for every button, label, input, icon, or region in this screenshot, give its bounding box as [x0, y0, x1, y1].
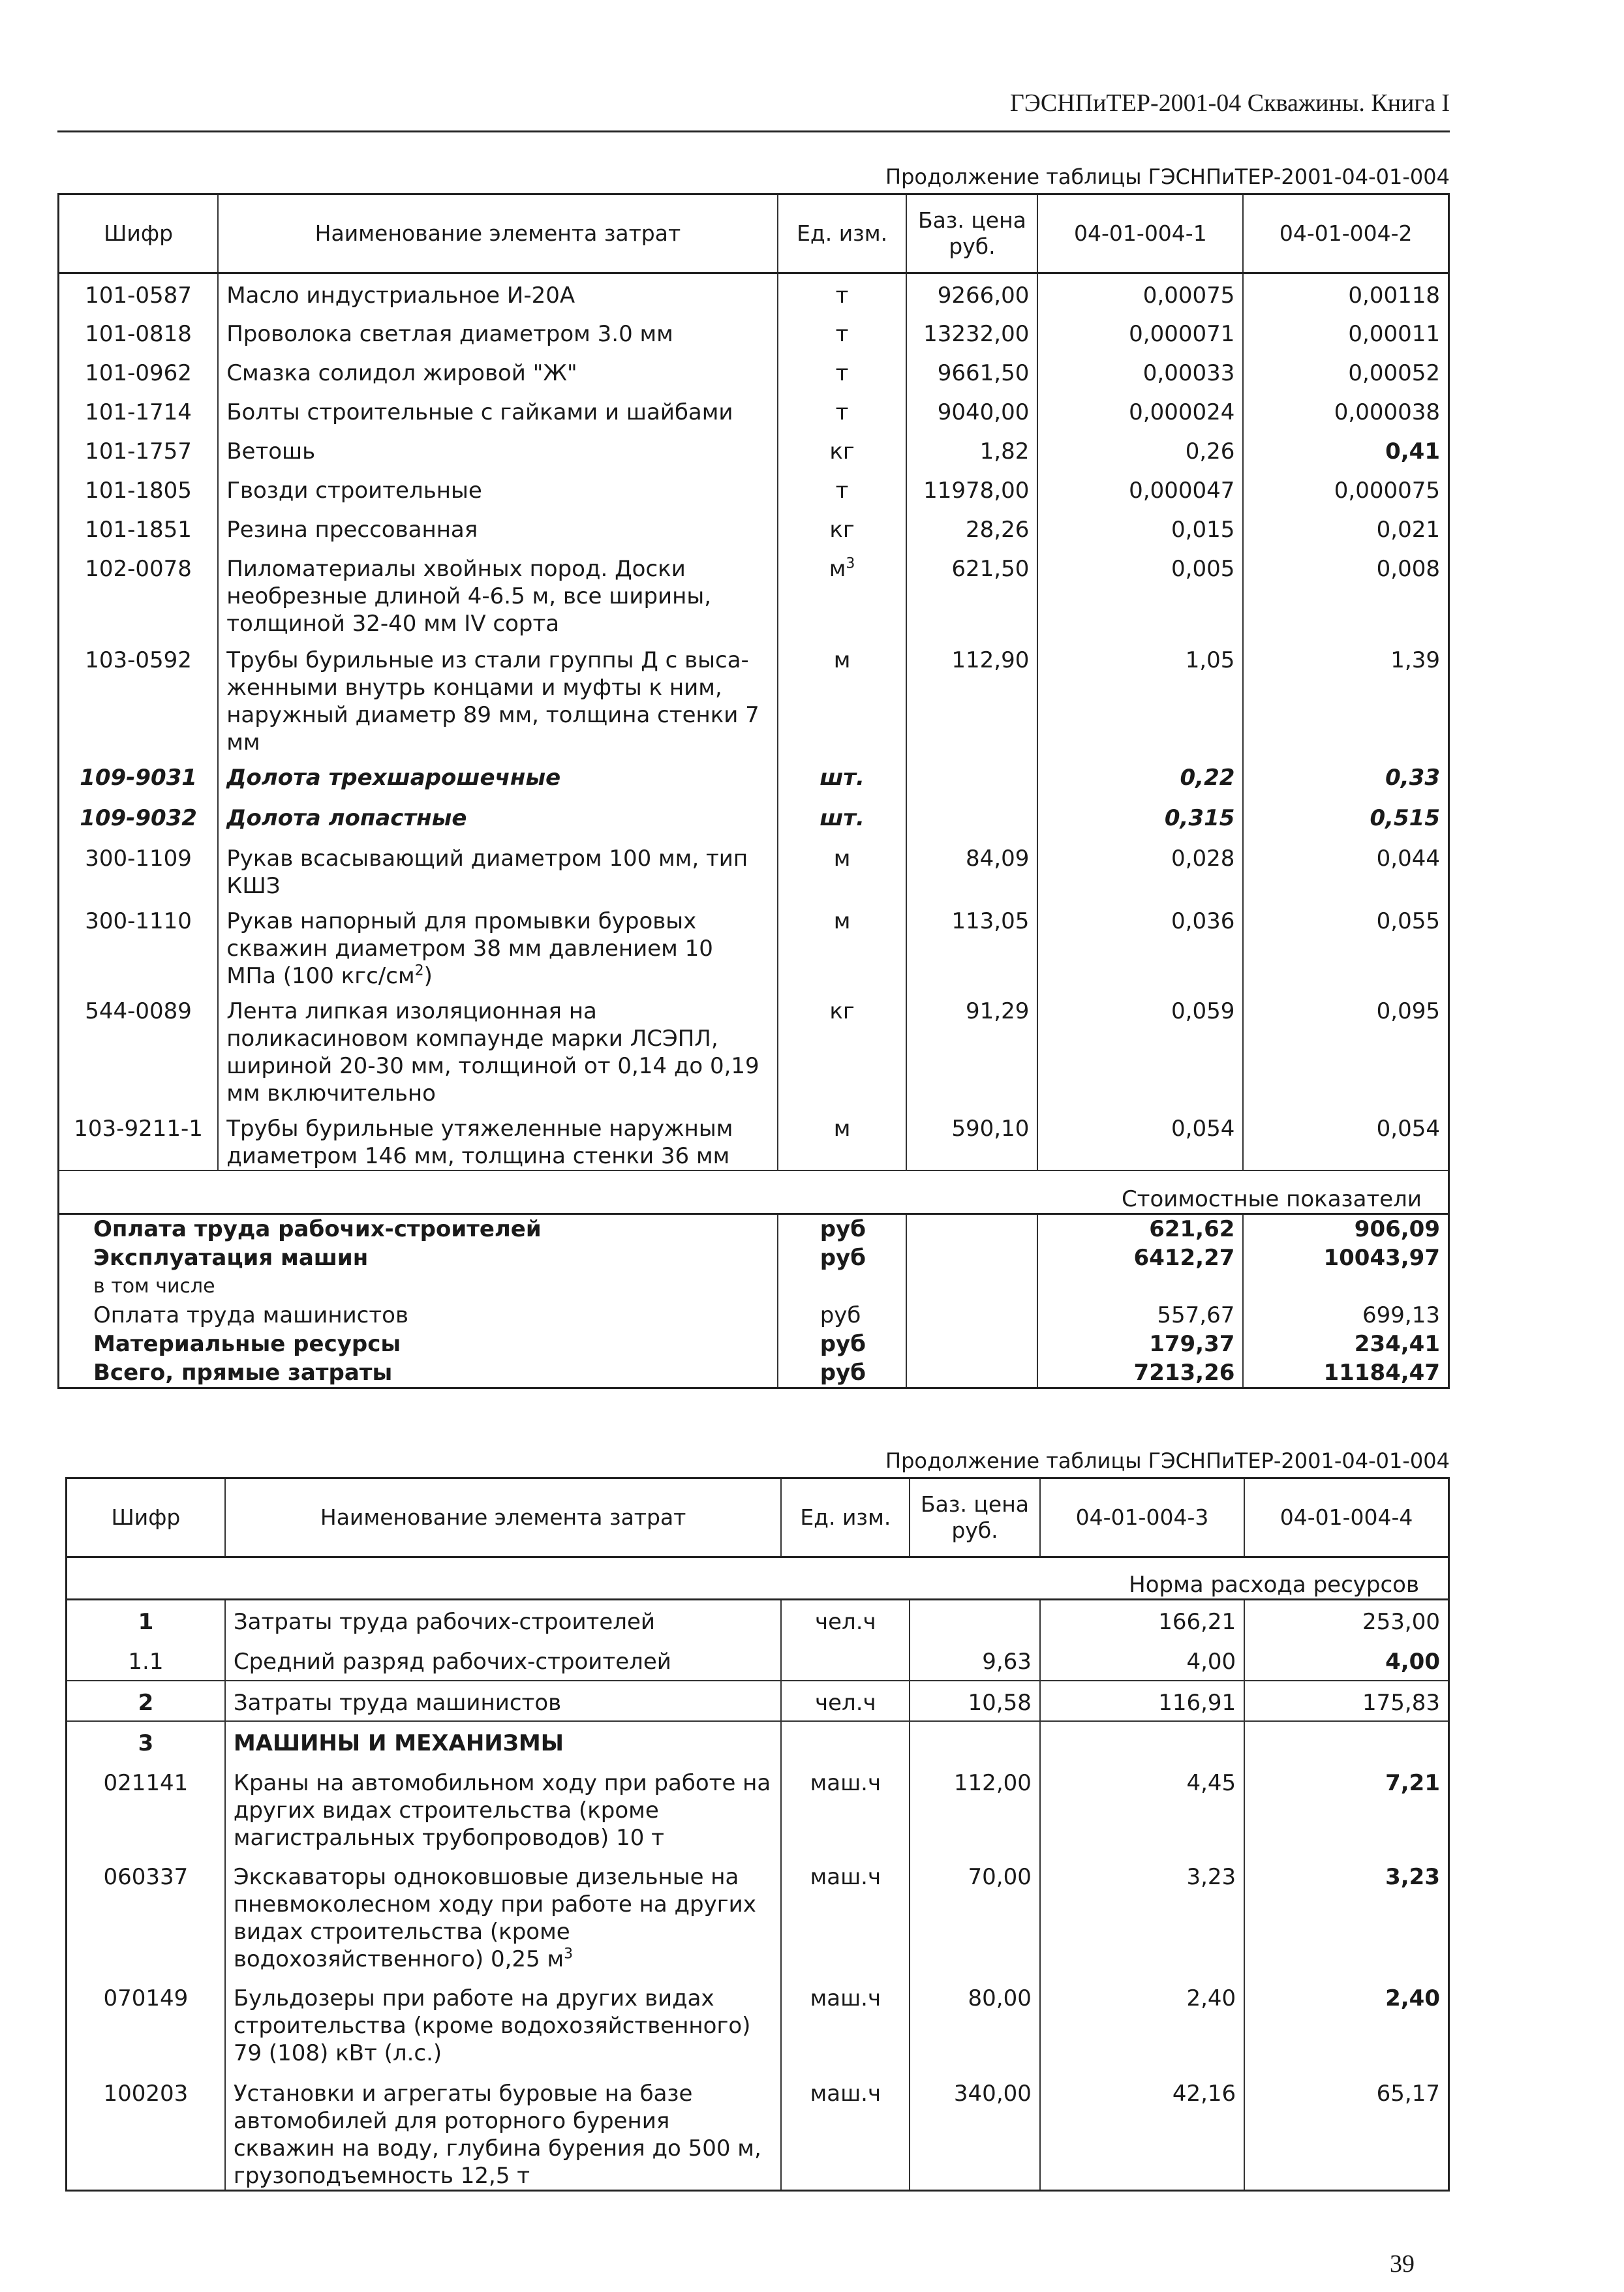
cost-name: Материальные ресурсы [59, 1330, 778, 1358]
table-row [59, 990, 1449, 1107]
cost-price [906, 1301, 1037, 1330]
cell-name [225, 2072, 782, 2191]
cell-value-1 [1040, 1721, 1244, 1762]
header-unit: Ед. изм. [778, 194, 907, 273]
cell-value-2: 0,41 [1243, 430, 1448, 469]
table-header-row [59, 194, 1449, 273]
cell-unit [778, 430, 907, 469]
cell-price: 112,00 [910, 1762, 1040, 1856]
cell-unit-superscript: 3 [846, 555, 855, 572]
cell-value-2: 0,00052 [1243, 352, 1448, 391]
cell-name [218, 900, 777, 990]
cell-value-1: 116,91 [1040, 1681, 1244, 1721]
cell-price: 340,00 [910, 2072, 1040, 2191]
page-header-title: ГЭСНПиТЕР-2001-04 Скважины. Книга I [1009, 89, 1450, 117]
table-row [59, 756, 1449, 797]
cell-code: 101-1805 [59, 469, 219, 508]
cell-name-superscript: 2 [414, 962, 424, 979]
cell-name [218, 639, 777, 756]
cell-value-1: 0,26 [1037, 430, 1243, 469]
cell-code: 103-0592 [59, 639, 219, 756]
cost-price [906, 1214, 1037, 1244]
cost-unit: руб [778, 1301, 907, 1330]
cost-row [59, 1358, 1449, 1388]
header-price: Баз. цена руб. [906, 194, 1037, 273]
cost-unit: руб [778, 1214, 907, 1244]
cell-name [218, 756, 777, 797]
cell-value-1: 0,000047 [1037, 469, 1243, 508]
cell-unit [778, 797, 907, 837]
page-header [57, 89, 1450, 132]
header-unit: Ед. изм. [781, 1478, 910, 1557]
cell-name-text: Масло индустриальное И-20А [226, 283, 575, 309]
table-row [59, 430, 1449, 469]
cell-unit-text: т [835, 477, 849, 504]
cell-name [225, 1640, 782, 1681]
cell-unit-text: т [835, 359, 849, 386]
resources-table-1 [57, 193, 1450, 1389]
cell-unit [778, 990, 907, 1107]
cell-value-2: 0,515 [1243, 797, 1448, 837]
cell-name [225, 1762, 782, 1856]
cell-name [218, 352, 777, 391]
cell-value-2: 4,00 [1244, 1640, 1448, 1681]
cost-price [906, 1330, 1037, 1358]
cell-unit-text: т [835, 320, 849, 347]
cell-unit [778, 547, 907, 639]
cell-name-text: Трубы бурильные из стали группы Д с выса-женными внутрь концами и муфты к ним, наружный диаметр 89 мм, толщина стенки 7 мм [226, 647, 759, 756]
header-price: Баз. цена руб. [910, 1478, 1040, 1557]
cell-unit-text: кг [829, 438, 855, 465]
cell-value-2: 0,095 [1243, 990, 1448, 1107]
cell-value-2: 1,39 [1243, 639, 1448, 756]
cell-unit-text: м [833, 908, 851, 934]
table-row [59, 797, 1449, 837]
cost-name: Всего, прямые затраты [59, 1358, 778, 1388]
cell-value-1: 1,05 [1037, 639, 1243, 756]
cell-name-superscript: 3 [564, 1946, 574, 1963]
cell-unit [781, 1600, 910, 1640]
cell-unit [778, 756, 907, 797]
cell-code: 101-1757 [59, 430, 219, 469]
cell-name-text: МАШИНЫ И МЕХАНИЗМЫ [233, 1730, 564, 1756]
table-row [59, 508, 1449, 547]
cell-price: 13232,00 [906, 313, 1037, 352]
table-row [67, 1721, 1449, 1762]
cell-value-2: 3,23 [1244, 1856, 1448, 1977]
cell-price: 9661,50 [906, 352, 1037, 391]
cell-name [218, 797, 777, 837]
cell-value-1: 42,16 [1040, 2072, 1244, 2191]
cell-name-text: Смазка солидол жировой "Ж" [226, 359, 577, 386]
table-row [67, 1762, 1449, 1856]
header-code: Шифр [59, 194, 219, 273]
cost-value-2: 699,13 [1243, 1301, 1448, 1330]
cell-unit-text: маш.ч [810, 1985, 881, 2011]
cost-value-2: 11184,47 [1243, 1358, 1448, 1388]
cell-price: 9,63 [910, 1640, 1040, 1681]
cell-price: 28,26 [906, 508, 1037, 547]
cell-unit [781, 1681, 910, 1721]
cost-price [906, 1272, 1037, 1301]
cell-name [218, 837, 777, 900]
cell-price [910, 1600, 1040, 1640]
cell-unit [778, 352, 907, 391]
cell-name-text: Ветошь [226, 438, 316, 465]
cell-unit [778, 273, 907, 313]
cell-value-2: 0,021 [1243, 508, 1448, 547]
cell-value-2 [1244, 1721, 1448, 1762]
cost-row [59, 1214, 1449, 1244]
cell-code: 1 [67, 1600, 225, 1640]
cell-unit-text: чел.ч [815, 1689, 876, 1716]
cost-price [906, 1358, 1037, 1388]
cell-code: 101-0818 [59, 313, 219, 352]
cell-price: 112,90 [906, 639, 1037, 756]
table-row [59, 313, 1449, 352]
table-row [59, 837, 1449, 900]
cell-code: 101-1851 [59, 508, 219, 547]
cost-unit [778, 1272, 907, 1301]
cell-value-1: 0,028 [1037, 837, 1243, 900]
cell-unit [778, 508, 907, 547]
cost-unit: руб [778, 1244, 907, 1272]
cell-value-1: 166,21 [1040, 1600, 1244, 1640]
header-code: Шифр [67, 1478, 225, 1557]
cell-name-text: Экскаваторы одноковшовые дизельные на пневмоколесном ходу при работе на других видах строительства (кроме водохозяйственного) 0,25 м [233, 1863, 756, 1972]
table2-continuation-caption: Продолжение таблицы ГЭСНПиТЕР-2001-04-01-004 [885, 1448, 1450, 1473]
cost-unit: руб [778, 1358, 907, 1388]
table-row [67, 1600, 1449, 1640]
cell-name-text: Затраты труда рабочих-строителей [233, 1609, 656, 1635]
table-row [67, 2072, 1449, 2191]
cell-name-text: Рукав напорный для промывки буровых скважин диаметром 38 мм давлением 10 МПа (100 кгс/см [226, 908, 713, 989]
cell-code: 103-9211-1 [59, 1107, 219, 1170]
cell-name [225, 1721, 782, 1762]
cost-row [59, 1330, 1449, 1358]
cell-price: 10,58 [910, 1681, 1040, 1721]
table-row [59, 352, 1449, 391]
cell-value-1: 0,059 [1037, 990, 1243, 1107]
cell-code: 100203 [67, 2072, 225, 2191]
cost-section-title: Стоимостные показатели [59, 1170, 1449, 1214]
cost-value-1: 557,67 [1037, 1301, 1243, 1330]
cell-name [218, 547, 777, 639]
cell-unit-text: т [835, 283, 849, 309]
cell-name [225, 1681, 782, 1721]
cost-value-2: 234,41 [1243, 1330, 1448, 1358]
table-row [59, 273, 1449, 313]
cell-value-1: 3,23 [1040, 1856, 1244, 1977]
cell-value-2: 253,00 [1244, 1600, 1448, 1640]
header-name: Наименование элемента затрат [225, 1478, 782, 1557]
cell-value-1: 0,00075 [1037, 273, 1243, 313]
cell-name-text: Долота лопастные [226, 804, 467, 831]
cell-price: 80,00 [910, 1977, 1040, 2072]
cell-code: 021141 [67, 1762, 225, 1856]
cost-unit: руб [778, 1330, 907, 1358]
header-col-1: 04-01-004-1 [1037, 194, 1243, 273]
cost-value-1: 6412,27 [1037, 1244, 1243, 1272]
cost-value-1: 7213,26 [1037, 1358, 1243, 1388]
cell-name-text: Гвозди строительные [226, 477, 482, 504]
cell-value-2: 0,055 [1243, 900, 1448, 990]
table-row [67, 1977, 1449, 2072]
cell-code: 102-0078 [59, 547, 219, 639]
norm-section-title-row [67, 1557, 1449, 1600]
header-col-1: 04-01-004-3 [1040, 1478, 1244, 1557]
cell-name-text: Рукав всасывающий диаметром 100 мм, тип КШЗ [226, 845, 748, 899]
page-number: 39 [1390, 2250, 1415, 2278]
cell-unit [781, 2072, 910, 2191]
cell-name [225, 1856, 782, 1977]
table-row [59, 391, 1449, 430]
cell-price: 9040,00 [906, 391, 1037, 430]
cell-value-2: 0,00118 [1243, 273, 1448, 313]
cell-value-2: 0,000075 [1243, 469, 1448, 508]
cell-code: 3 [67, 1721, 225, 1762]
cell-name-text: Трубы бурильные утяжеленные наружным диаметром 146 мм, толщина стенки 36 мм [226, 1115, 733, 1169]
cell-name-text: Установки и агрегаты буровые на базе автомобилей для роторного бурения скважин на воду, глубина бурения до 500 м, грузоподъемность 12,5 т [233, 2080, 761, 2189]
cell-name [218, 469, 777, 508]
table-row [59, 900, 1449, 990]
cell-unit [778, 313, 907, 352]
table-row [59, 1107, 1449, 1170]
cell-value-2: 175,83 [1244, 1681, 1448, 1721]
cell-name-text: Бульдозеры при работе на других видах строительства (кроме водохозяйственного) 79 (108) кВт (л.с.) [233, 1985, 751, 2066]
cell-unit-text: шт. [820, 764, 865, 791]
cell-unit [781, 1721, 910, 1762]
cost-name: Оплата труда машинистов [59, 1301, 778, 1330]
cell-price [910, 1721, 1040, 1762]
cell-price: 11978,00 [906, 469, 1037, 508]
cell-value-1: 0,005 [1037, 547, 1243, 639]
cost-value-1 [1037, 1272, 1243, 1301]
cell-code: 060337 [67, 1856, 225, 1977]
cell-name [218, 273, 777, 313]
cell-name-text: Резина прессованная [226, 516, 478, 543]
cell-value-1: 0,000024 [1037, 391, 1243, 430]
cost-row [59, 1272, 1449, 1301]
cell-name [218, 313, 777, 352]
cell-name-text: Пиломатериалы хвойных пород. Доски необрезные длиной 4-6.5 м, все ширины, толщиной 32-40 мм IV сорта [226, 555, 712, 637]
table-row [59, 547, 1449, 639]
cell-value-1: 4,00 [1040, 1640, 1244, 1681]
cell-value-2: 0,33 [1243, 756, 1448, 797]
cell-unit-text: м [833, 1115, 851, 1142]
cell-code: 300-1110 [59, 900, 219, 990]
cell-value-1: 0,015 [1037, 508, 1243, 547]
cell-code: 101-0962 [59, 352, 219, 391]
norm-section-title: Норма расхода ресурсов [67, 1557, 1449, 1600]
cell-price: 621,50 [906, 547, 1037, 639]
cell-value-1: 0,054 [1037, 1107, 1243, 1170]
cell-value-2: 0,000038 [1243, 391, 1448, 430]
table1-continuation-caption: Продолжение таблицы ГЭСНПиТЕР-2001-04-01-004 [885, 164, 1450, 189]
cell-code: 101-1714 [59, 391, 219, 430]
cell-price [906, 797, 1037, 837]
cell-unit [778, 639, 907, 756]
cell-name [218, 990, 777, 1107]
cell-name [225, 1977, 782, 2072]
cell-code: 070149 [67, 1977, 225, 2072]
cell-unit-text: т [835, 399, 849, 425]
cell-name [225, 1600, 782, 1640]
cost-name: Оплата труда рабочих-строителей [59, 1214, 778, 1244]
cell-unit-text: шт. [820, 804, 865, 831]
cell-unit [781, 1977, 910, 2072]
cell-price: 91,29 [906, 990, 1037, 1107]
cost-row [59, 1244, 1449, 1272]
cell-value-1: 0,315 [1037, 797, 1243, 837]
cell-value-1: 0,00033 [1037, 352, 1243, 391]
cell-name [218, 1107, 777, 1170]
cell-value-2: 65,17 [1244, 2072, 1448, 2191]
cost-row [59, 1301, 1449, 1330]
cost-value-2 [1243, 1272, 1448, 1301]
cell-unit-text: кг [829, 998, 855, 1024]
cell-value-1: 4,45 [1040, 1762, 1244, 1856]
cell-unit-text: маш.ч [810, 1769, 881, 1796]
cell-unit [781, 1640, 910, 1681]
header-col-2: 04-01-004-4 [1244, 1478, 1448, 1557]
table-row [67, 1681, 1449, 1721]
cell-value-2: 0,044 [1243, 837, 1448, 900]
cell-unit-text: чел.ч [815, 1609, 876, 1635]
cell-name [218, 391, 777, 430]
cell-unit [778, 837, 907, 900]
cell-unit-text: м [829, 555, 846, 582]
cell-unit [781, 1762, 910, 1856]
cost-value-2: 906,09 [1243, 1214, 1448, 1244]
cell-name-text: Лента липкая изоляционная на поликасиновом компаунде марки ЛСЭПЛ, шириной 20-30 мм, толщиной от 0,14 до 0,19 мм включительно [226, 998, 759, 1107]
cell-value-2: 0,00011 [1243, 313, 1448, 352]
table-row [67, 1640, 1449, 1681]
table-row [59, 639, 1449, 756]
cell-name [218, 430, 777, 469]
cell-name-text: Проволока светлая диаметром 3.0 мм [226, 320, 673, 347]
cell-value-2: 0,008 [1243, 547, 1448, 639]
cell-unit-text: кг [829, 516, 855, 543]
cell-price [906, 756, 1037, 797]
cell-name [218, 508, 777, 547]
cell-value-1: 0,22 [1037, 756, 1243, 797]
cell-code: 1.1 [67, 1640, 225, 1681]
cell-code: 101-0587 [59, 273, 219, 313]
header-col-2: 04-01-004-2 [1243, 194, 1448, 273]
cell-value-2: 2,40 [1244, 1977, 1448, 2072]
cell-value-2: 0,054 [1243, 1107, 1448, 1170]
cell-value-2: 7,21 [1244, 1762, 1448, 1856]
cost-value-1: 621,62 [1037, 1214, 1243, 1244]
cell-price: 590,10 [906, 1107, 1037, 1170]
cell-name-text: Средний разряд рабочих-строителей [233, 1648, 671, 1675]
cell-unit-text: маш.ч [810, 1863, 881, 1890]
cell-name-text: Болты строительные с гайками и шайбами [226, 399, 733, 425]
cell-unit-text: м [833, 845, 851, 872]
resources-table-2 [65, 1477, 1450, 2192]
cell-unit [778, 1107, 907, 1170]
cost-price [906, 1244, 1037, 1272]
cell-value-1: 2,40 [1040, 1977, 1244, 2072]
cell-code: 109-9031 [59, 756, 219, 797]
cell-name-end: ) [423, 962, 433, 989]
cell-unit [778, 900, 907, 990]
table-row [59, 469, 1449, 508]
cell-price: 70,00 [910, 1856, 1040, 1977]
cost-value-1: 179,37 [1037, 1330, 1243, 1358]
cell-unit [778, 469, 907, 508]
cell-price: 113,05 [906, 900, 1037, 990]
cell-name-text: Краны на автомобильном ходу при работе на других видах строительства (кроме магистральных трубопроводов) 10 т [233, 1769, 771, 1851]
cell-price: 84,09 [906, 837, 1037, 900]
table-header-row [67, 1478, 1449, 1557]
cell-name-text: Долота трехшарошечные [226, 764, 561, 791]
cell-value-1: 0,036 [1037, 900, 1243, 990]
cell-unit [778, 391, 907, 430]
cell-unit-text: маш.ч [810, 2080, 881, 2107]
cell-code: 544-0089 [59, 990, 219, 1107]
cell-unit [781, 1856, 910, 1977]
cell-price: 9266,00 [906, 273, 1037, 313]
cell-unit-text: м [833, 647, 851, 673]
cell-code: 109-9032 [59, 797, 219, 837]
cell-code: 2 [67, 1681, 225, 1721]
cost-name: в том числе [59, 1272, 778, 1301]
cell-name-text: Затраты труда машинистов [233, 1689, 562, 1716]
header-name: Наименование элемента затрат [218, 194, 777, 273]
cost-section-title-row [59, 1170, 1449, 1214]
cell-code: 300-1109 [59, 837, 219, 900]
cost-name: Эксплуатация машин [59, 1244, 778, 1272]
cell-price: 1,82 [906, 430, 1037, 469]
cost-value-2: 10043,97 [1243, 1244, 1448, 1272]
table-row [67, 1856, 1449, 1977]
cell-value-1: 0,000071 [1037, 313, 1243, 352]
